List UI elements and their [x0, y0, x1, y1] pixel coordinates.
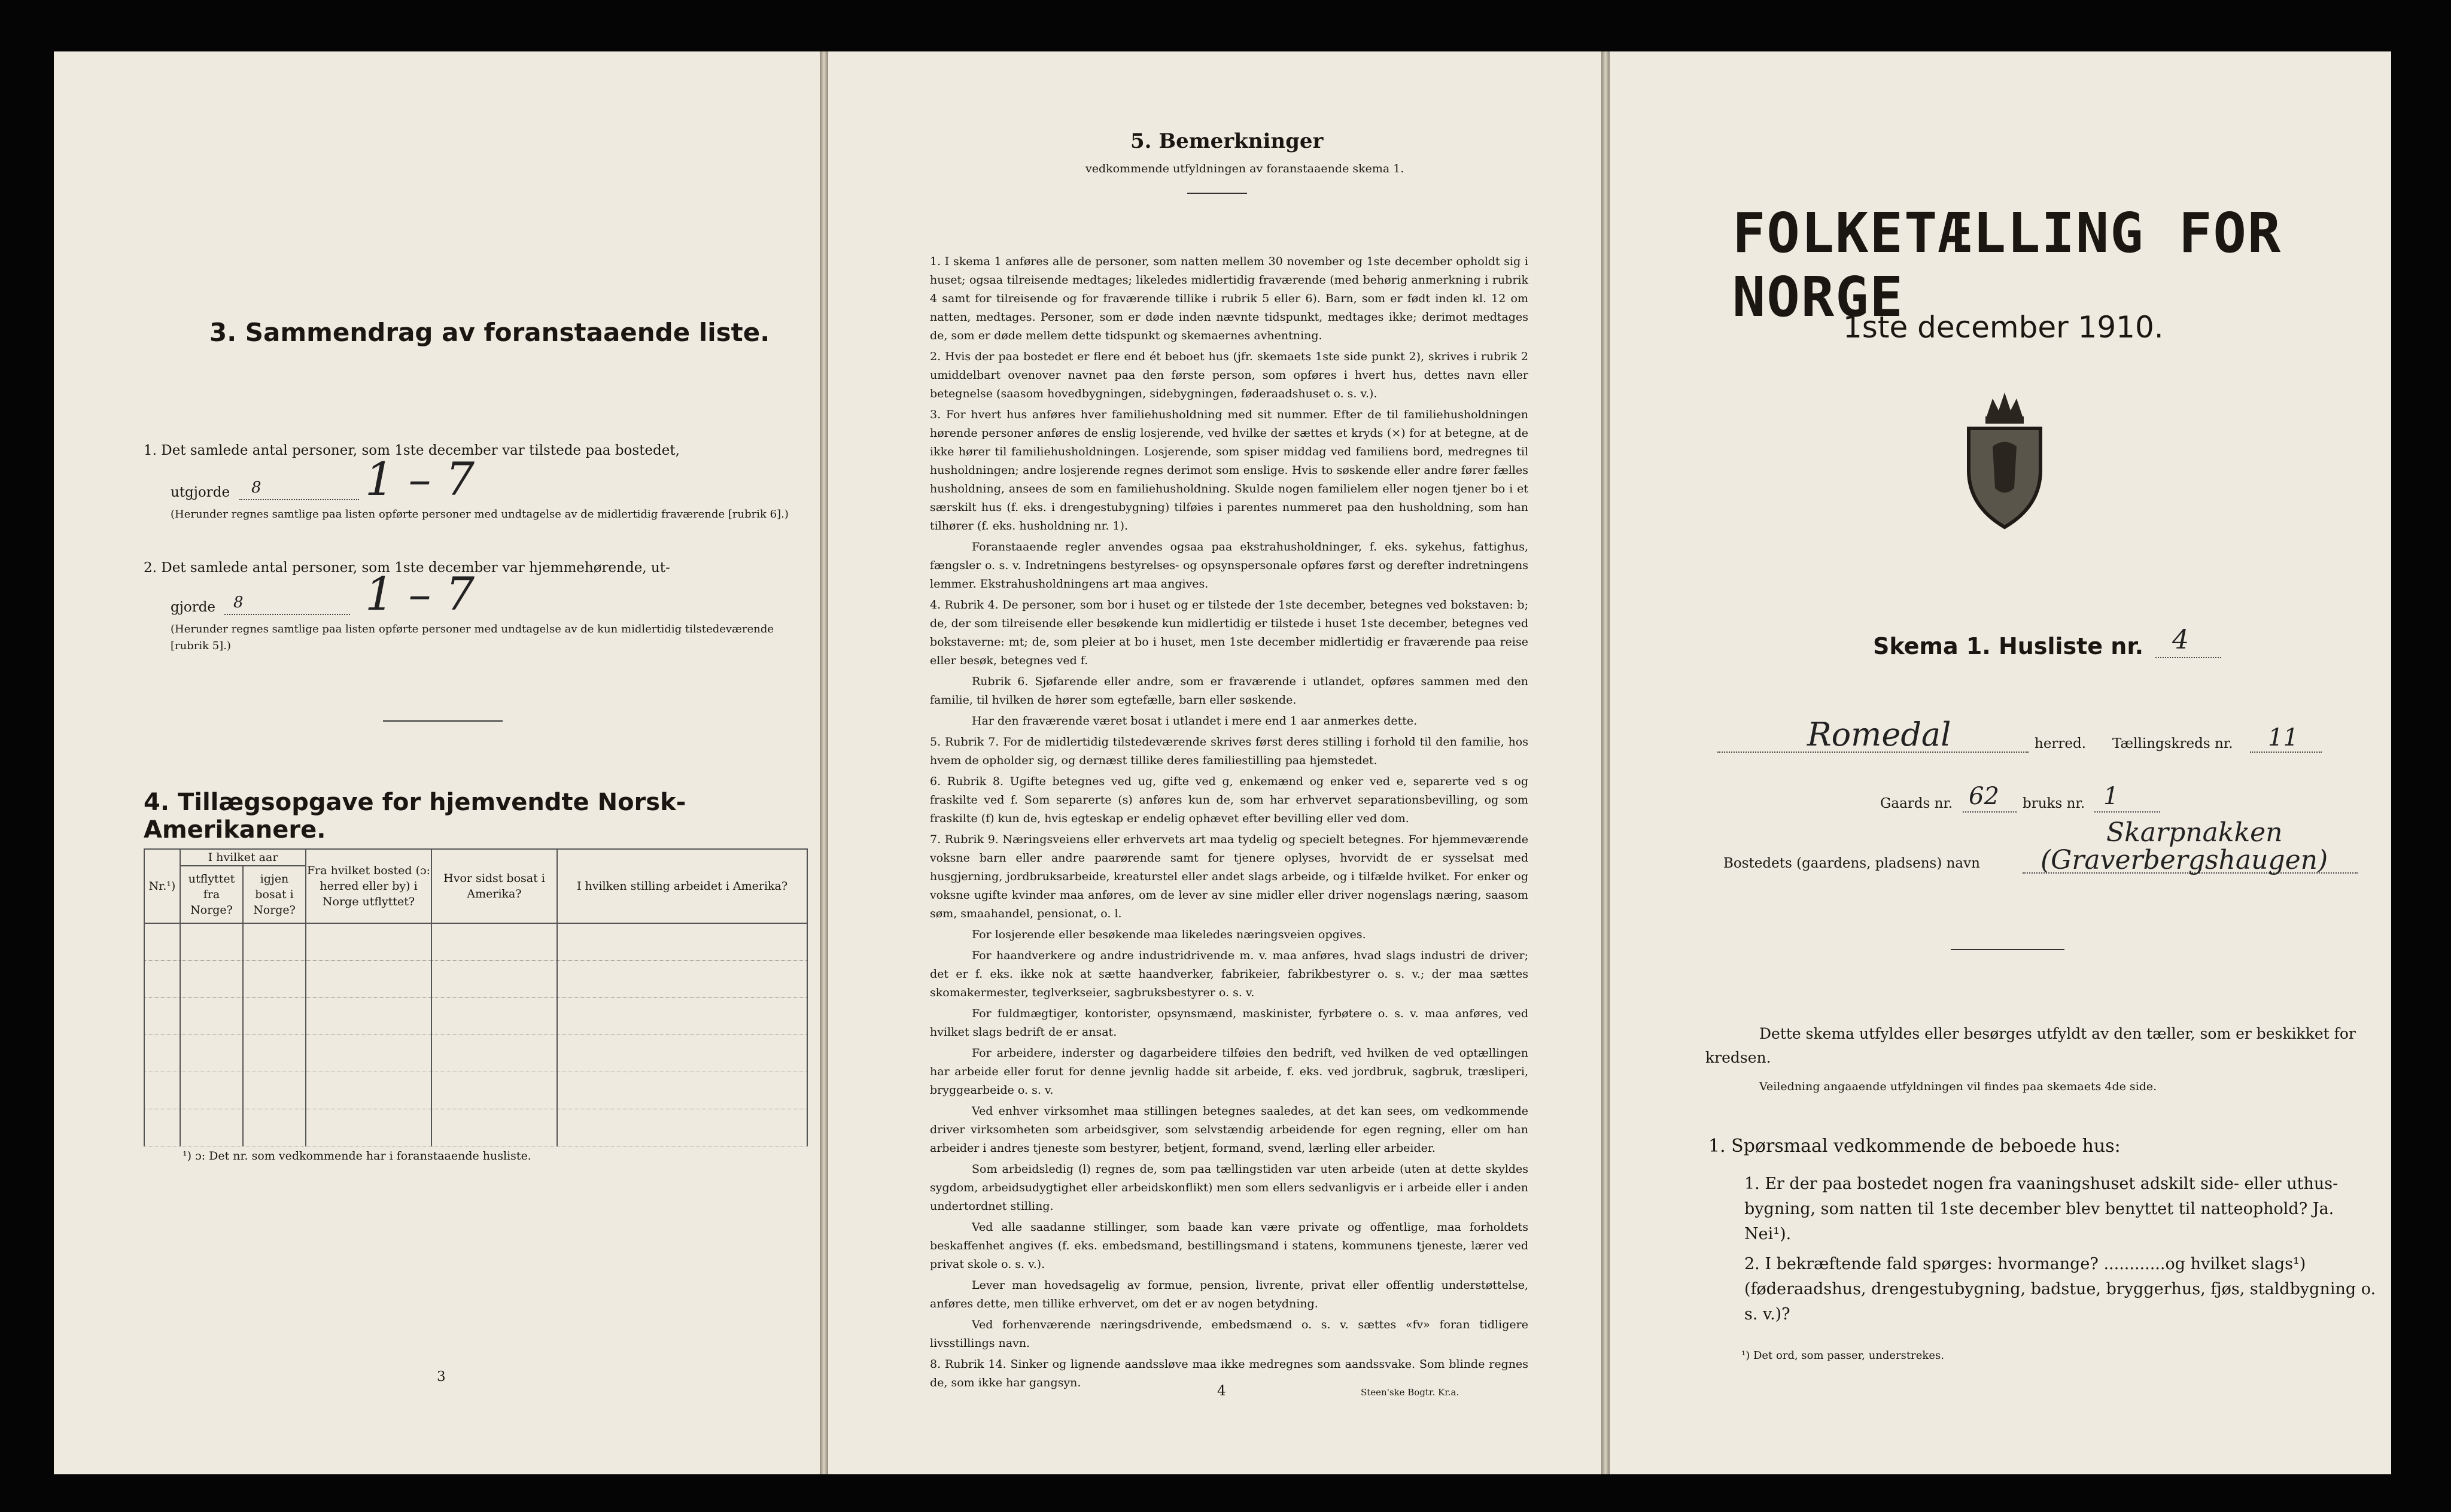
- col-from-where: Fra hvilket bosted (ɔ: herred eller by) i Norge utflyttet?: [306, 849, 431, 923]
- col-returned: igjen bosat i Norge?: [243, 866, 306, 923]
- kreds-label: Tællingskreds nr.: [2112, 736, 2233, 752]
- section3-title: 3. Sammendrag av foranstaaende liste.: [209, 318, 770, 347]
- left-footnote: ¹) ɔ: Det nr. som vedkommende har i foranstaaende husliste.: [183, 1149, 531, 1163]
- table-row: [144, 923, 807, 960]
- remark-paragraph: Som arbeidsledig (l) regnes de, som paa tællingstiden var uten arbeide (uten at dette skyldes sygdom, arbeidsudygtighet eller arbeidskonflikt) men som ellers sedvanligvis er i arbeide eller i anden undertordnet stilling.: [930, 1163, 1528, 1213]
- remark-paragraph: For fuldmægtiger, kontorister, opsynsmænd, maskinister, fyrbøtere o. s. v. maa anføres, ved hvilket slags bedrift de er ansat.: [930, 1007, 1528, 1039]
- item1-text: 1. Det samlede antal personer, som 1ste december var tilstede paa bostedet,: [144, 443, 680, 458]
- right-page: [1610, 51, 2391, 1474]
- spine-left: [820, 51, 828, 1474]
- bosted-label: Bostedets (gaardens, pladsens) navn: [1723, 856, 1980, 871]
- census-date: 1ste december 1910.: [1843, 310, 2164, 345]
- remark-paragraph: 5. Rubrik 7. For de midlertidig tilstedeværende skrives først deres stilling i forhold til den familie, hos hvem de opholder sig, og dernæst tillike deres familiestilling paa hjemstedet.: [930, 735, 1528, 767]
- col-nr: Nr.¹): [144, 849, 180, 923]
- skema-label: Skema 1. Husliste nr.: [1873, 633, 2144, 659]
- remark-paragraph: 1. I skema 1 anføres alle de personer, som natten mellem 30 november og 1ste december opholdt sig i huset; ogsaa tilreisende medtages; likeledes midlertidig fraværende (med behørig anmerkning i rubrik 4 samt for tilreisende og for fraværende tillike i rubrik 5 eller 6). Barn, som er født inden kl. 12 om natten, medtages. Personer, som er døde inden nævnte tidspunkt, medtages ikke; derimot medtages de, som er døde mellem dette tidspunkt og skemaernes avhentning.: [930, 255, 1528, 342]
- norsk-amerikanere-table: [144, 848, 808, 1146]
- bosted-value2: (Graverbergshaugen): [2041, 845, 2328, 875]
- bruks-label: bruks nr.: [2023, 796, 2085, 811]
- section4-title: 4. Tillægsopgave for hjemvendte Norsk-Amerikanere.: [144, 789, 686, 844]
- remarks-title: 5. Bemerkninger: [1130, 129, 1324, 153]
- remark-paragraph: 2. Hvis der paa bostedet er flere end ét beboet hus (jfr. skemaets 1ste side punkt 2), skrives i rubrik 2 umiddelbart ovenover navnet paa den første person, som opføres i hvert hus, dettes navn eller betegnelse (saasom hovedbygningen, sidebygningen, føderaadshuset o. s. v.).: [930, 350, 1528, 400]
- col-emigrated: utflyttet fra Norge?: [180, 866, 243, 923]
- remark-paragraph: Ved enhver virksomhet maa stillingen betegnes saaledes, at det kan sees, om vedkommende driver virksomheten som arbeidsgiver, som selvstændig arbeidende for egen regning, eller om han arbeider i andres tjeneste som bestyrer, betjent, formand, svend, lærling eller arbeider.: [930, 1105, 1528, 1155]
- instruction-2: Veiledning angaaende utfyldningen vil findes paa skemaets 4de side.: [1759, 1080, 2157, 1093]
- question-1: 1. Er der paa bostedet nogen fra vaaningshuset adskilt side- eller uthus-bygning, som natten til 1ste december blev benyttet til natteophold? Ja. Nei¹).: [1744, 1175, 2339, 1243]
- remark-paragraph: Ved forhenværende næringsdrivende, embedsmænd o. s. v. sættes «fv» foran tidligere livsstillings navn.: [930, 1318, 1528, 1350]
- remark-paragraph: 7. Rubrik 9. Næringsveiens eller erhvervets art maa tydelig og specielt betegnes. For hjemmeværende voksne barn eller andre paarørende samt for tjenere oplyses, hvorvidt de er sysselsat med husgjerning, jordbruksarbeide, kreaturstel eller andet slags arbeide, og i tilfælde hvilket. For enker og voksne ugifte kvinder maa anføres, om de lever av sine midler eller driver nogenslags næring, saasom søm, smaahandel, pensionat, o. l.: [930, 833, 1528, 920]
- printer-mark: Steen'ske Bogtr. Kr.a.: [1361, 1387, 1459, 1398]
- remark-paragraph: 3. For hvert hus anføres hver familiehusholdning med sit nummer. Efter de til familiehusholdningen hørende personer anføres de enslig losjerende, ved hvilke der sættes et kryds (×) for at betegne, at de ikke hører til familiehusholdningen. Losjerende, som spiser middag ved familiens bord, medregnes til husholdningen; andre losjerende regnes derimot som enslige. Hvis to søskende eller andre fører fælles husholdning, ansees de som en familiehusholdning. Skulde nogen familielem eller nogen tjener bo i et særskilt hus (f. eks. i drengestubygning) tilføies i parentes nummeret paa den husholdning, som han tilhører (f. eks. husholdning nr. 1).: [930, 408, 1528, 533]
- remark-paragraph: 4. Rubrik 4. De personer, som bor i huset og er tilstede der 1ste december, betegnes ved bokstaven: b; de, der som tilreisende eller besøkende kun midlertidig er tilstede i huset 1ste december, betegnes ved bokstaverne: mt; de, som pleier at bo i huset, men 1ste december midlertidig er fraværende paa reise eller besøk, betegnes ved f.: [930, 598, 1528, 667]
- remarks-subtitle: vedkommende utfyldningen av foranstaaende skema 1.: [1085, 162, 1404, 175]
- kreds-nr: 11: [2268, 724, 2298, 752]
- item1-value: 8: [251, 479, 261, 497]
- question-2: 2. I bekræftende fald spørges: hvormange? ............og hvilket slags¹) (føderaadshus, drengestubygning, badstue, bryggerhus, fjøs, staldbygning o. s. v.)?: [1744, 1255, 2376, 1324]
- remark-paragraph: Foranstaaende regler anvendes ogsaa paa ekstrahusholdninger, f. eks. sykehus, fattighus, fængsler o. s. v. Indretningens bestyrelses- og opsynspersonale opføres først og derefter indretningens lemmer. Ekstrahusholdningens art maa angives.: [930, 540, 1528, 591]
- left-page-number: 3: [437, 1369, 446, 1385]
- question-header: 1. Spørsmaal vedkommende de beboede hus:: [1708, 1136, 2121, 1157]
- remark-paragraph: Ved alle saadanne stillinger, som baade kan være private og offentlige, maa forholdets beskaffenhet angives (f. eks. embedsmand, bestillingsmand i statens, kommunens tjeneste, lærer ved privat skole o. s. v.).: [930, 1221, 1528, 1271]
- table-row: [144, 960, 807, 997]
- remark-paragraph: Lever man hovedsagelig av formue, pension, livrente, privat eller offentlig understøttelse, anføres dette, men tillike erhvervet, om det er av nogen betydning.: [930, 1279, 1528, 1310]
- remark-paragraph: 6. Rubrik 8. Ugifte betegnes ved ug, gifte ved g, enkemænd og enker ved e, separerte ved s og fraskilte ved f. Som separerte (s) anføres kun de, som har erhvervet separationsbevilling, og som fraskilte (f) kun de, hvis egteskap er endelig ophævet efter bevilling eller ved dom.: [930, 775, 1528, 825]
- remark-paragraph: Rubrik 6. Sjøfarende eller andre, som er fraværende i utlandet, opføres sammen med den familie, til hvilken de hører som egtefælle, barn eller søskende.: [930, 675, 1528, 707]
- middle-page: [828, 51, 1604, 1474]
- census-title: FOLKETÆLLING FOR NORGE: [1732, 201, 2282, 329]
- spine-right: [1601, 51, 1610, 1474]
- item2-handwritten: 1 – 7: [365, 567, 475, 620]
- gaards-nr: 62: [1969, 783, 1999, 810]
- husliste-nr: 4: [2172, 625, 2189, 655]
- item1-handwritten: 1 – 7: [365, 452, 475, 506]
- item2-text: 2. Det samlede antal personer, som 1ste december var hjemmehørende, ut-: [144, 560, 670, 576]
- col-year-group: I hvilket aar: [180, 849, 306, 866]
- coat-of-arms-icon: [1957, 387, 2052, 530]
- remarks-list: [930, 252, 1528, 1395]
- bosted-value1: Skarpnakken: [2106, 817, 2283, 848]
- remark-paragraph: For haandverkere og andre industridrivende m. v. maa anføres, hvad slags industri de driver; det er f. eks. ikke nok at sætte haandverker, fabrikeier, fabrikbestyrer o. s. v.; der maa sættes skomakermester, teglverkseier, sagbruksbestyrer o. s. v.: [930, 949, 1528, 999]
- item1-label: utgjorde: [171, 485, 230, 500]
- remark-paragraph: 8. Rubrik 14. Sinker og lignende aandssløve maa ikke medregnes som aandssvake. Som blinde regnes de, som ikke har gangsyn.: [930, 1358, 1528, 1389]
- item1-note: (Herunder regnes samtlige paa listen opførte personer med undtagelse av de midlertidig fraværende [rubrik 6].): [171, 508, 789, 521]
- table-row: [144, 1109, 807, 1146]
- col-occupation: I hvilken stilling arbeidet i Amerika?: [557, 849, 807, 923]
- table-row: [144, 1072, 807, 1109]
- table-row: [144, 997, 807, 1035]
- item2-value: 8: [233, 594, 244, 612]
- gaards-label: Gaards nr.: [1880, 796, 1953, 811]
- bruks-nr: 1: [2103, 783, 2119, 810]
- remark-paragraph: Har den fraværende været bosat i utlandet i mere end 1 aar anmerkes dette.: [972, 714, 1418, 728]
- middle-page-number: 4: [1217, 1383, 1226, 1399]
- herred-label: herred.: [2035, 736, 2087, 752]
- remark-paragraph: For losjerende eller besøkende maa likeledes næringsveien opgives.: [972, 928, 1366, 941]
- herred-value: Romedal: [1807, 716, 1951, 753]
- remark-paragraph: For arbeidere, inderster og dagarbeidere tilføies den bedrift, ved hvilken de ved optællingen har arbeide eller forut for denne jevnlig hadde sit arbeide, f. eks. ved jordbruk, sagbruk, træsliperi, bryggearbeide o. s. v.: [930, 1046, 1528, 1097]
- item2-note: (Herunder regnes samtlige paa listen opførte personer med undtagelse av de kun midlertidig tilstedeværende [rubrik 5].): [171, 623, 774, 652]
- item2-label: gjorde: [171, 600, 216, 615]
- left-page: [54, 51, 820, 1474]
- col-last-residence: Hvor sidst bosat i Amerika?: [431, 849, 557, 923]
- right-footnote: ¹) Det ord, som passer, understrekes.: [1741, 1349, 1944, 1362]
- table-row: [144, 1035, 807, 1072]
- instruction-1: Dette skema utfyldes eller besørges utfyldt av den tæller, som er beskikket for kredsen.: [1705, 1025, 2356, 1066]
